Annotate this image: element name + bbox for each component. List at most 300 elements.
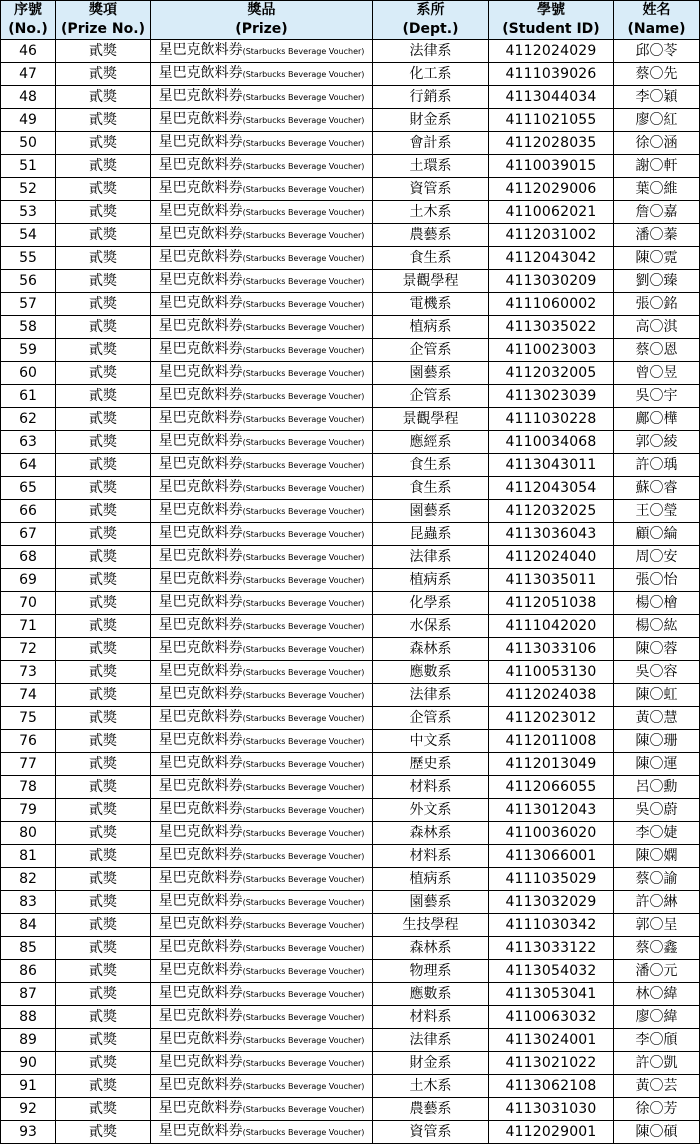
prize-name-en: (Starbucks Beverage Voucher) [242,921,365,930]
prize-level: 貳獎 [56,1006,151,1029]
student-name: 徐〇芳 [614,1098,700,1121]
table-row [1,707,700,730]
student-name: 陳〇碩 [614,1121,700,1144]
student-id: 4113035011 [489,569,614,592]
prize-name-en: (Starbucks Beverage Voucher) [242,277,365,286]
student-id: 4113012043 [489,799,614,822]
student-name: 陳〇運 [614,753,700,776]
prize-level: 貳獎 [56,799,151,822]
prize-name-en: (Starbucks Beverage Voucher) [242,484,365,493]
prize-name-zh: 星巴克飲料券 [158,479,243,495]
table-row [1,385,700,408]
prize-level: 貳獎 [56,247,151,270]
department: 企管系 [373,339,489,362]
prize-level: 貳獎 [56,937,151,960]
prize-name-en: (Starbucks Beverage Voucher) [242,599,365,608]
row-number: 67 [1,523,56,546]
student-id: 4113021022 [489,1052,614,1075]
prize-item [151,799,373,822]
prize-name-en: (Starbucks Beverage Voucher) [242,852,365,861]
department: 植病系 [373,316,489,339]
prize-name-en: (Starbucks Beverage Voucher) [242,438,365,447]
student-name: 葉〇維 [614,178,700,201]
prize-item [151,983,373,1006]
table-row [1,40,700,63]
prize-level: 貳獎 [56,776,151,799]
prize-name-zh: 星巴克飲料券 [158,1031,243,1047]
student-id: 4112043054 [489,477,614,500]
prize-level: 貳獎 [56,155,151,178]
department: 植病系 [373,569,489,592]
table-row [1,316,700,339]
prize-name-en: (Starbucks Beverage Voucher) [242,300,365,309]
student-name: 呂〇勳 [614,776,700,799]
department: 企管系 [373,707,489,730]
department: 水保系 [373,615,489,638]
row-number: 68 [1,546,56,569]
student-name: 蔡〇鑫 [614,937,700,960]
student-id: 4112032025 [489,500,614,523]
prize-name-en: (Starbucks Beverage Voucher) [242,622,365,631]
table-row [1,868,700,891]
prize-item [151,1098,373,1121]
prize-name-en: (Starbucks Beverage Voucher) [242,553,365,562]
prize-name-en: (Starbucks Beverage Voucher) [242,162,365,171]
prize-name-en: (Starbucks Beverage Voucher) [242,1059,365,1068]
prize-item [151,1029,373,1052]
department: 法律系 [373,40,489,63]
prize-name-zh: 星巴克飲料券 [158,939,243,955]
prize-name-en: (Starbucks Beverage Voucher) [242,714,365,723]
student-name: 高〇淇 [614,316,700,339]
student-id: 4112011008 [489,730,614,753]
student-id: 4113066001 [489,845,614,868]
student-name: 林〇緯 [614,983,700,1006]
department: 農藝系 [373,224,489,247]
table-row [1,178,700,201]
prize-item [151,109,373,132]
row-number: 92 [1,1098,56,1121]
table-row [1,500,700,523]
header-prize-en: (Prize) [235,21,288,37]
prize-name-zh: 星巴克飲料券 [158,686,243,702]
prize-name-zh: 星巴克飲料券 [158,1008,243,1024]
department: 法律系 [373,1029,489,1052]
prize-item [151,293,373,316]
row-number: 58 [1,316,56,339]
prize-name-zh: 星巴克飲料券 [158,203,243,219]
prize-level: 貳獎 [56,615,151,638]
prize-item [151,546,373,569]
student-name: 楊〇檜 [614,592,700,615]
row-number: 78 [1,776,56,799]
student-id: 4111042020 [489,615,614,638]
prize-level: 貳獎 [56,960,151,983]
row-number: 51 [1,155,56,178]
student-id: 4112013049 [489,753,614,776]
row-number: 54 [1,224,56,247]
table-row [1,983,700,1006]
student-name: 郭〇呈 [614,914,700,937]
prize-name-en: (Starbucks Beverage Voucher) [242,346,365,355]
header-name [614,1,700,40]
prize-name-zh: 星巴克飲料券 [158,870,243,886]
student-id: 4113054032 [489,960,614,983]
prize-level: 貳獎 [56,224,151,247]
student-id: 4112023012 [489,707,614,730]
student-id: 4111021055 [489,109,614,132]
student-name: 蔡〇恩 [614,339,700,362]
header-name-en: (Name) [627,21,686,37]
prize-item [151,638,373,661]
prize-name-zh: 星巴克飲料券 [158,916,243,932]
department: 物理系 [373,960,489,983]
header-no-zh: 序號 [14,2,42,18]
prize-level: 貳獎 [56,592,151,615]
prize-level: 貳獎 [56,431,151,454]
prize-name-en: (Starbucks Beverage Voucher) [242,369,365,378]
student-name: 王〇瑩 [614,500,700,523]
row-number: 88 [1,1006,56,1029]
prize-level: 貳獎 [56,178,151,201]
table-row [1,109,700,132]
student-name: 李〇穎 [614,86,700,109]
row-number: 48 [1,86,56,109]
prize-name-en: (Starbucks Beverage Voucher) [242,898,365,907]
student-name: 陳〇珊 [614,730,700,753]
prize-item [151,569,373,592]
student-id: 4112043042 [489,247,614,270]
row-number: 83 [1,891,56,914]
student-id: 4112028035 [489,132,614,155]
prize-item [151,477,373,500]
header-dept [373,1,489,40]
prize-item [151,408,373,431]
table-row [1,1029,700,1052]
prize-item [151,914,373,937]
department: 土環系 [373,155,489,178]
prize-name-zh: 星巴克飲料券 [158,364,243,380]
department: 土木系 [373,201,489,224]
prize-name-zh: 星巴克飲料券 [158,88,243,104]
row-number: 64 [1,454,56,477]
row-number: 56 [1,270,56,293]
row-number: 53 [1,201,56,224]
table-body [1,40,700,1144]
table-row [1,776,700,799]
student-id: 4112032005 [489,362,614,385]
student-name: 李〇頎 [614,1029,700,1052]
student-id: 4112051038 [489,592,614,615]
student-id: 4111060002 [489,293,614,316]
student-name: 邱〇苓 [614,40,700,63]
prize-item [151,960,373,983]
prize-item [151,362,373,385]
prize-item [151,454,373,477]
table-row [1,960,700,983]
student-id: 4113036043 [489,523,614,546]
student-id: 4113053041 [489,983,614,1006]
student-name: 許〇綝 [614,891,700,914]
prize-level: 貳獎 [56,293,151,316]
prize-level: 貳獎 [56,638,151,661]
department: 外文系 [373,799,489,822]
student-name: 黃〇芸 [614,1075,700,1098]
student-id: 4112024029 [489,40,614,63]
department: 農藝系 [373,1098,489,1121]
prize-item [151,592,373,615]
prize-item [151,684,373,707]
department: 中文系 [373,730,489,753]
prize-level: 貳獎 [56,63,151,86]
student-id: 4111030228 [489,408,614,431]
prize-name-en: (Starbucks Beverage Voucher) [242,737,365,746]
prize-name-zh: 星巴克飲料券 [158,341,243,357]
prize-item [151,661,373,684]
prize-name-en: (Starbucks Beverage Voucher) [242,645,365,654]
prize-name-en: (Starbucks Beverage Voucher) [242,829,365,838]
table-row [1,845,700,868]
prize-item [151,270,373,293]
prize-name-en: (Starbucks Beverage Voucher) [242,139,365,148]
table-row [1,201,700,224]
table-row [1,523,700,546]
prize-level: 貳獎 [56,569,151,592]
prize-item [151,316,373,339]
student-name: 陳〇嫻 [614,845,700,868]
student-id: 4113033122 [489,937,614,960]
prize-name-en: (Starbucks Beverage Voucher) [242,47,365,56]
prize-name-en: (Starbucks Beverage Voucher) [242,185,365,194]
prize-item [151,937,373,960]
student-id: 4113032029 [489,891,614,914]
department: 會計系 [373,132,489,155]
table-row [1,155,700,178]
table-row [1,270,700,293]
prize-level: 貳獎 [56,730,151,753]
student-id: 4113024001 [489,1029,614,1052]
prize-name-zh: 星巴克飲料券 [158,134,243,150]
row-number: 84 [1,914,56,937]
row-number: 50 [1,132,56,155]
prize-level: 貳獎 [56,523,151,546]
prize-name-zh: 星巴克飲料券 [158,1123,243,1139]
header-student-id-en: (Student ID) [502,21,600,37]
header-student-id-zh: 學號 [537,2,565,18]
prize-name-zh: 星巴克飲料券 [158,1077,243,1093]
department: 材料系 [373,1006,489,1029]
header-dept-en: (Dept.) [402,21,459,37]
prize-name-zh: 星巴克飲料券 [158,548,243,564]
prize-level: 貳獎 [56,339,151,362]
department: 材料系 [373,776,489,799]
row-number: 55 [1,247,56,270]
student-id: 4110034068 [489,431,614,454]
prize-level: 貳獎 [56,914,151,937]
prize-level: 貳獎 [56,1098,151,1121]
department: 園藝系 [373,362,489,385]
student-name: 郭〇綾 [614,431,700,454]
prize-item [151,1121,373,1144]
student-id: 4111035029 [489,868,614,891]
department: 資管系 [373,1121,489,1144]
prize-name-zh: 星巴克飲料券 [158,732,243,748]
header-prize [151,1,373,40]
header-prize-zh: 獎品 [247,2,276,18]
department: 材料系 [373,845,489,868]
header-no [1,1,56,40]
student-id: 4113044034 [489,86,614,109]
department: 化工系 [373,63,489,86]
table-row [1,592,700,615]
student-name: 吳〇宇 [614,385,700,408]
row-number: 65 [1,477,56,500]
department: 食生系 [373,477,489,500]
student-name: 李〇婕 [614,822,700,845]
prize-name-en: (Starbucks Beverage Voucher) [242,323,365,332]
row-number: 71 [1,615,56,638]
prize-name-zh: 星巴克飲料券 [158,387,243,403]
row-number: 93 [1,1121,56,1144]
header-name-zh: 姓名 [642,2,671,18]
table-row [1,661,700,684]
prize-name-zh: 星巴克飲料券 [158,640,243,656]
table-row [1,454,700,477]
row-number: 77 [1,753,56,776]
prize-name-en: (Starbucks Beverage Voucher) [242,116,365,125]
prize-name-en: (Starbucks Beverage Voucher) [242,990,365,999]
table-row [1,799,700,822]
prize-name-en: (Starbucks Beverage Voucher) [242,461,365,470]
student-name: 周〇安 [614,546,700,569]
department: 應數系 [373,661,489,684]
prize-name-en: (Starbucks Beverage Voucher) [242,760,365,769]
department: 森林系 [373,822,489,845]
student-name: 吳〇蔚 [614,799,700,822]
prize-level: 貳獎 [56,270,151,293]
table-row [1,569,700,592]
prize-name-en: (Starbucks Beverage Voucher) [242,254,365,263]
student-name: 陳〇蓉 [614,638,700,661]
student-id: 4110039015 [489,155,614,178]
student-name: 鄺〇樺 [614,408,700,431]
prize-item [151,385,373,408]
department: 食生系 [373,454,489,477]
prize-item [151,339,373,362]
prize-item [151,63,373,86]
prize-name-zh: 星巴克飲料券 [158,502,243,518]
prize-level: 貳獎 [56,316,151,339]
prize-name-zh: 星巴克飲料券 [158,847,243,863]
prize-level: 貳獎 [56,408,151,431]
table-row [1,247,700,270]
prize-name-en: (Starbucks Beverage Voucher) [242,208,365,217]
prize-item [151,155,373,178]
row-number: 74 [1,684,56,707]
prize-level: 貳獎 [56,1075,151,1098]
department: 昆蟲系 [373,523,489,546]
prize-name-zh: 星巴克飲料券 [158,111,243,127]
prize-item [151,707,373,730]
table-row [1,224,700,247]
prize-level: 貳獎 [56,661,151,684]
row-number: 49 [1,109,56,132]
prize-name-en: (Starbucks Beverage Voucher) [242,967,365,976]
table-row [1,914,700,937]
prize-name-en: (Starbucks Beverage Voucher) [242,415,365,424]
row-number: 86 [1,960,56,983]
prize-name-zh: 星巴克飲料券 [158,824,243,840]
table-row [1,86,700,109]
row-number: 91 [1,1075,56,1098]
prize-level: 貳獎 [56,385,151,408]
row-number: 57 [1,293,56,316]
table-row [1,1098,700,1121]
department: 土木系 [373,1075,489,1098]
row-number: 73 [1,661,56,684]
prize-name-en: (Starbucks Beverage Voucher) [242,93,365,102]
student-id: 4112024038 [489,684,614,707]
prize-name-en: (Starbucks Beverage Voucher) [242,806,365,815]
student-name: 廖〇緯 [614,1006,700,1029]
prize-name-zh: 星巴克飲料券 [158,985,243,1001]
prize-item [151,523,373,546]
prize-name-zh: 星巴克飲料券 [158,295,243,311]
student-id: 4113031030 [489,1098,614,1121]
prize-item [151,822,373,845]
prize-name-zh: 星巴克飲料券 [158,433,243,449]
student-name: 張〇銘 [614,293,700,316]
department: 森林系 [373,937,489,960]
prize-item [151,615,373,638]
department: 景觀學程 [373,270,489,293]
prize-item [151,891,373,914]
student-id: 4110053130 [489,661,614,684]
prize-item [151,86,373,109]
row-number: 87 [1,983,56,1006]
prize-item [151,201,373,224]
student-name: 許〇瑀 [614,454,700,477]
student-name: 蔡〇先 [614,63,700,86]
prize-name-en: (Starbucks Beverage Voucher) [242,530,365,539]
table-row [1,684,700,707]
row-number: 60 [1,362,56,385]
student-name: 許〇凱 [614,1052,700,1075]
prize-name-en: (Starbucks Beverage Voucher) [242,783,365,792]
prize-name-zh: 星巴克飲料券 [158,318,243,334]
prize-level: 貳獎 [56,201,151,224]
prize-name-zh: 星巴克飲料券 [158,410,243,426]
prize-item [151,753,373,776]
student-name: 陳〇霓 [614,247,700,270]
prize-item [151,1052,373,1075]
department: 景觀學程 [373,408,489,431]
prize-level: 貳獎 [56,845,151,868]
row-number: 52 [1,178,56,201]
prize-level: 貳獎 [56,454,151,477]
student-id: 4112029001 [489,1121,614,1144]
student-name: 蔡〇諭 [614,868,700,891]
prize-name-zh: 星巴克飲料券 [158,1100,243,1116]
prize-level: 貳獎 [56,707,151,730]
row-number: 47 [1,63,56,86]
student-id: 4113023039 [489,385,614,408]
header-dept-zh: 系所 [416,2,445,18]
student-id: 4110063032 [489,1006,614,1029]
row-number: 62 [1,408,56,431]
prize-level: 貳獎 [56,109,151,132]
student-id: 4112066055 [489,776,614,799]
